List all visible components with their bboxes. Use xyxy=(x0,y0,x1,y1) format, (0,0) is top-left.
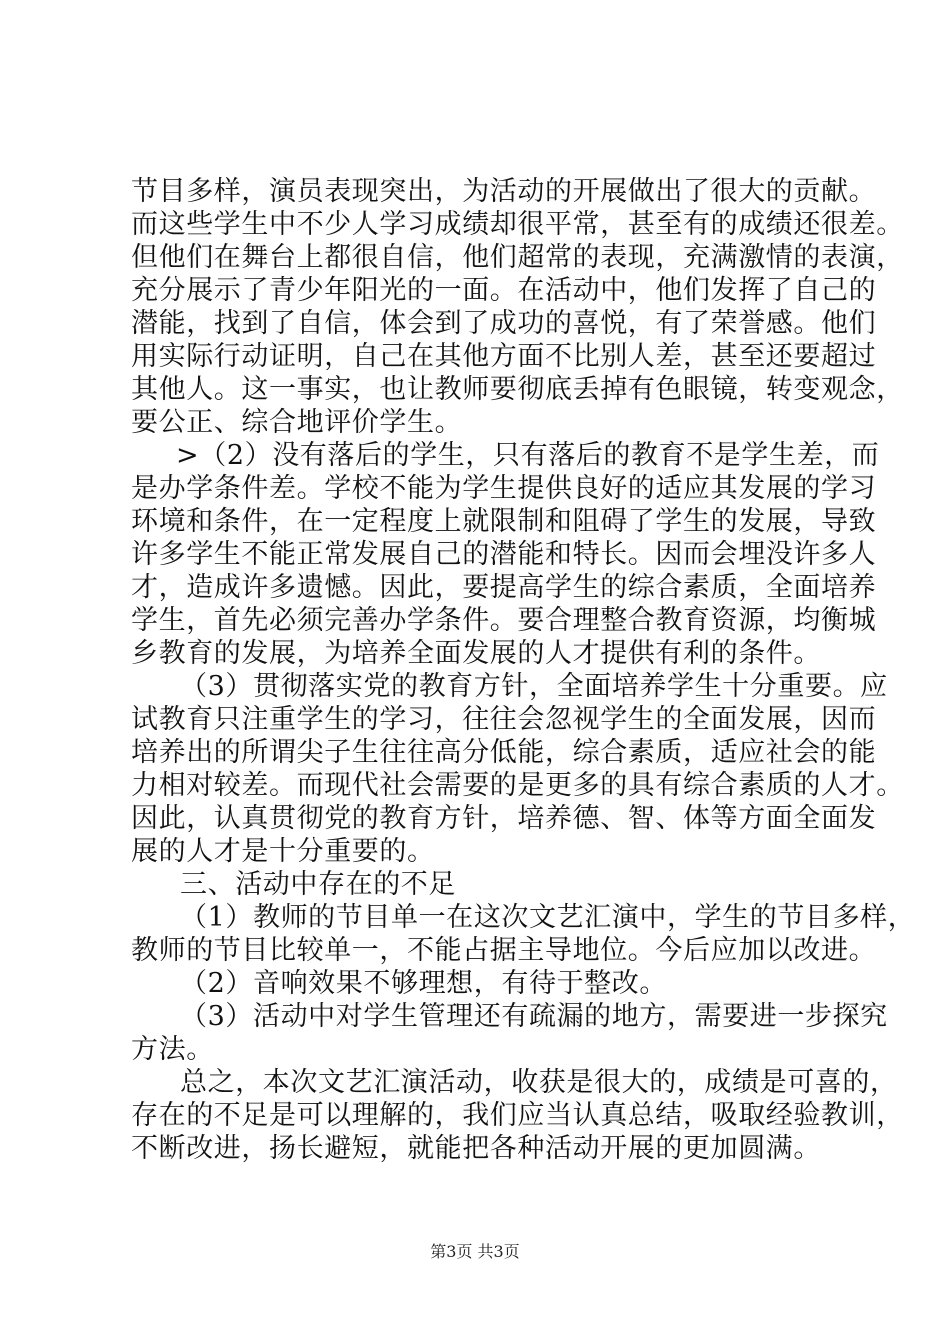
text-line: 潜能，找到了自信，体会到了成功的喜悦，有了荣誉感。他们 xyxy=(131,308,877,339)
text-line: 但他们在舞台上都很自信，他们超常的表现，充满激情的表演， xyxy=(131,242,904,273)
text-line: 乡教育的发展，为培养全面发展的人才提供有利的条件。 xyxy=(131,638,821,669)
text-line: 因此，认真贯彻党的教育方针，培养德、智、体等方面全面发 xyxy=(131,803,877,834)
text-line: 教师的节目比较单一，不能占据主导地位。今后应加以改进。 xyxy=(131,935,877,966)
text-line: 充分展示了青少年阳光的一面。在活动中，他们发挥了自己的 xyxy=(131,275,877,306)
section-heading: 三、活动中存在的不足 xyxy=(180,869,456,900)
paragraph-start-line: （3）活动中对学生管理还有疏漏的地方，需要进一步探究 xyxy=(180,1001,888,1032)
paragraph-start-line: （1）教师的节目单一在这次文艺汇演中，学生的节目多样， xyxy=(180,902,916,933)
paragraph-start-line: （3）贯彻落实党的教育方针，全面培养学生十分重要。应 xyxy=(180,671,888,702)
paragraph-start-line: （2）音响效果不够理想，有待于整改。 xyxy=(180,968,667,999)
text-line: 培养出的所谓尖子生往往高分低能，综合素质，适应社会的能 xyxy=(131,737,877,768)
text-line: 展的人才是十分重要的。 xyxy=(131,836,435,867)
text-line: 存在的不足是可以理解的，我们应当认真总结，吸取经验教训， xyxy=(131,1100,904,1131)
text-line: 而这些学生中不少人学习成绩却很平常，甚至有的成绩还很差。 xyxy=(131,209,904,240)
text-line: 方法。 xyxy=(131,1034,214,1065)
text-line: 其他人。这一事实，也让教师要彻底丢掉有色眼镜，转变观念， xyxy=(131,374,904,405)
text-line: 是办学条件差。学校不能为学生提供良好的适应其发展的学习 xyxy=(131,473,877,504)
text-line: 试教育只注重学生的学习，往往会忽视学生的全面发展，因而 xyxy=(131,704,877,735)
page-number-footer: 第3页 共3页 xyxy=(430,1242,520,1261)
text-line: 力相对较差。而现代社会需要的是更多的具有综合素质的人才。 xyxy=(131,770,904,801)
text-line: 许多学生不能正常发展自己的潜能和特长。因而会埋没许多人 xyxy=(131,539,877,570)
text-line: 环境和条件，在一定程度上就限制和阻碍了学生的发展，导致 xyxy=(131,506,877,537)
text-line: 节目多样，演员表现突出，为活动的开展做出了很大的贡献。 xyxy=(131,176,877,207)
text-line: 才，造成许多遗憾。因此，要提高学生的综合素质，全面培养 xyxy=(131,572,877,603)
text-line: 要公正、综合地评价学生。 xyxy=(131,407,463,438)
text-line: 学生，首先必须完善办学条件。要合理整合教育资源，均衡城 xyxy=(131,605,877,636)
text-line: 用实际行动证明，自己在其他方面不比别人差，甚至还要超过 xyxy=(131,341,877,372)
paragraph-start-line: 总之，本次文艺汇演活动，收获是很大的，成绩是可喜的， xyxy=(180,1067,898,1098)
text-line: 不断改进，扬长避短，就能把各种活动开展的更加圆满。 xyxy=(131,1133,821,1164)
paragraph-start-line: >（2）没有落后的学生，只有落后的教育不是学生差，而 xyxy=(176,440,880,471)
